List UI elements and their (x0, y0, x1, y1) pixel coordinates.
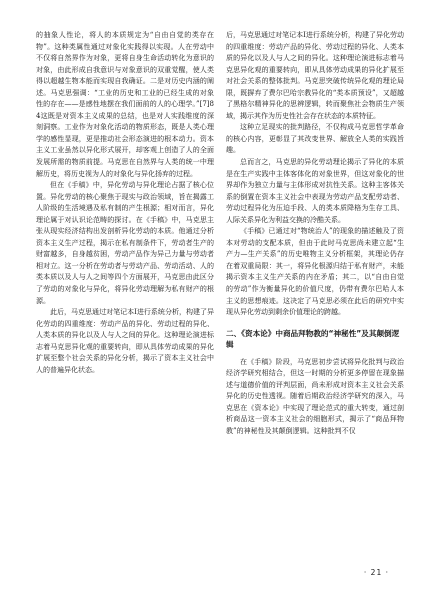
right-column (226, 30, 404, 560)
right-paragraph-1: 后，马克思通过对笔记本Ⅰ进行系统分析，构建了异化劳动的四重维度：劳动产品的异化、劳动过程的异化、人类本质的异化以及人与人之间的异化。这种理论演进标志着马克思异化观的重要转向，即从具体劳动成果的异化扩展至对社会关系的整体批判。马克思突破传统异化观的理论局限，既摒弃了费尔巴哈宗教异化的“类本质预设”，又超越了黑格尔精神异化的思辨逻辑，转而聚焦社会物质生产领域，揭示其作为历史性社会存在状态的本质特征。 (226, 31, 404, 120)
right-paragraph-3: 总而言之，马克思的异化劳动理论揭示了异化的本质是在生产实践中主体客体化的对象世界，但这对象化的世界却作为独立力量与主体形成对抗性关系。这种主客体关系的倒置在资本主义社会中表现为劳动产品支配劳动者、劳动过程异化为压迫手段、人的类本质降格为生存工具、人际关系异化为利益交换的冷酷关系。 (226, 158, 404, 224)
right-paragraph-5: 在《手稿》阶段，马克思初步尝试将异化批判与政治经济学研究相结合，但这一时期的分析更多停留在现象描述与道德价值的评判层面，尚未形成对资本主义社会关系异化的历史性透视。随着后期政治经济学研究的深入，马克思在《资本论》中实现了理论范式的重大转变，通过剖析商品这一资本主义社会的细胞形式，揭示了“商品拜物教”的神秘性及其颠倒逻辑。这种批判不仅 (226, 357, 404, 435)
left-paragraph-1: 的抽象人性论，将人的本质规定为“自由自觉的类存在物”。这种类属性通过对象化实践得以实现。人在劳动中不仅将自然界作为对象，更将自身生命活动转化为意识的对象，由此形成自我意识与对象意识的双重觉醒，使人类得以超越生物本能而实现自我确证。二是对历史内涵的阐述。马克思强调：“工业的历史和工业的已经生成的对象性的存在——是感性地摆在我们面前的人的心理学。”[7]84这既是对资本主义成果的总结，也是对人实践维度的深刻洞察。工业作为对象化活动的物质形态，既是人类心理学的感性显现，更是推动社会形态演进的根本动力。资本主义工业虽然以异化形式展开，却客观上创造了人的全面发展所需的物质前提。马克思在自然界与人类的统一中理解历史，将历史视为人的对象化与异化扬弃的过程。 (36, 31, 214, 178)
page-number: · 21 · (364, 568, 389, 577)
left-paragraph-3: 此后，马克思通过对笔记本Ⅰ进行系统分析，构建了异化劳动的四重维度：劳动产品的异化、劳动过程的异化、人类本质的异化以及人与人之间的异化。这种理论演进标志着马克思异化观的重要转向，即从具体劳动成果的异化扩展至整个社会关系的异化分析，揭示了资本主义社会中人的普遍异化状态。 (36, 308, 214, 374)
left-paragraph-2: 但在《手稿》中，异化劳动与异化理论占据了核心位置。异化劳动的核心聚焦于现实与政治领域，旨在揭露工人阶级的生活境遇及私有制的产生根源；相对而言，异化理论属于对认识论范畴的探讨。在《手稿》中，马克思主张从现实经济结构出发剖析异化劳动的本质。他通过分析资本主义生产过程，揭示在私有制条件下，劳动者生产的财富越多，自身越贫困，劳动产品作为异己力量与劳动者相对立。这一分析在劳动者与劳动产品、劳动活动、人的类本质以及人与人之间等四个方面展开，马克思由此区分了劳动的对象化与异化，将异化劳动理解为私有财产的根源。 (36, 181, 214, 305)
left-column (36, 30, 214, 575)
right-paragraph-4: 《手稿》已通过对“物统治人”的现象的描述触及了资本对劳动的支配本质，但由于此时马克思尚未建立起“生产力—生产关系”的历史唯物主义分析框架，其理论仍存在着双重局限：其一，将异化根源归结于私有财产，未能揭示资本主义生产关系的内在矛盾；其二，以“自由自觉的劳动”作为衡量异化的价值尺度，仍带有费尔巴哈人本主义的思想痕迹。这决定了马克思必须在此后的研究中实现从异化劳动到剩余价值理论的跨越。 (226, 227, 404, 317)
section-heading (226, 328, 404, 350)
right-paragraph-2: 这种立足现实的批判路径，不仅构成马克思哲学革命的核心内容，更彰显了其改变世界、解放全人类的实践旨趣。 (226, 123, 404, 155)
section-heading-line-1: 二、《资本论》中商品拜物教的“神秘性”及其颠倒逻辑 (226, 328, 400, 349)
